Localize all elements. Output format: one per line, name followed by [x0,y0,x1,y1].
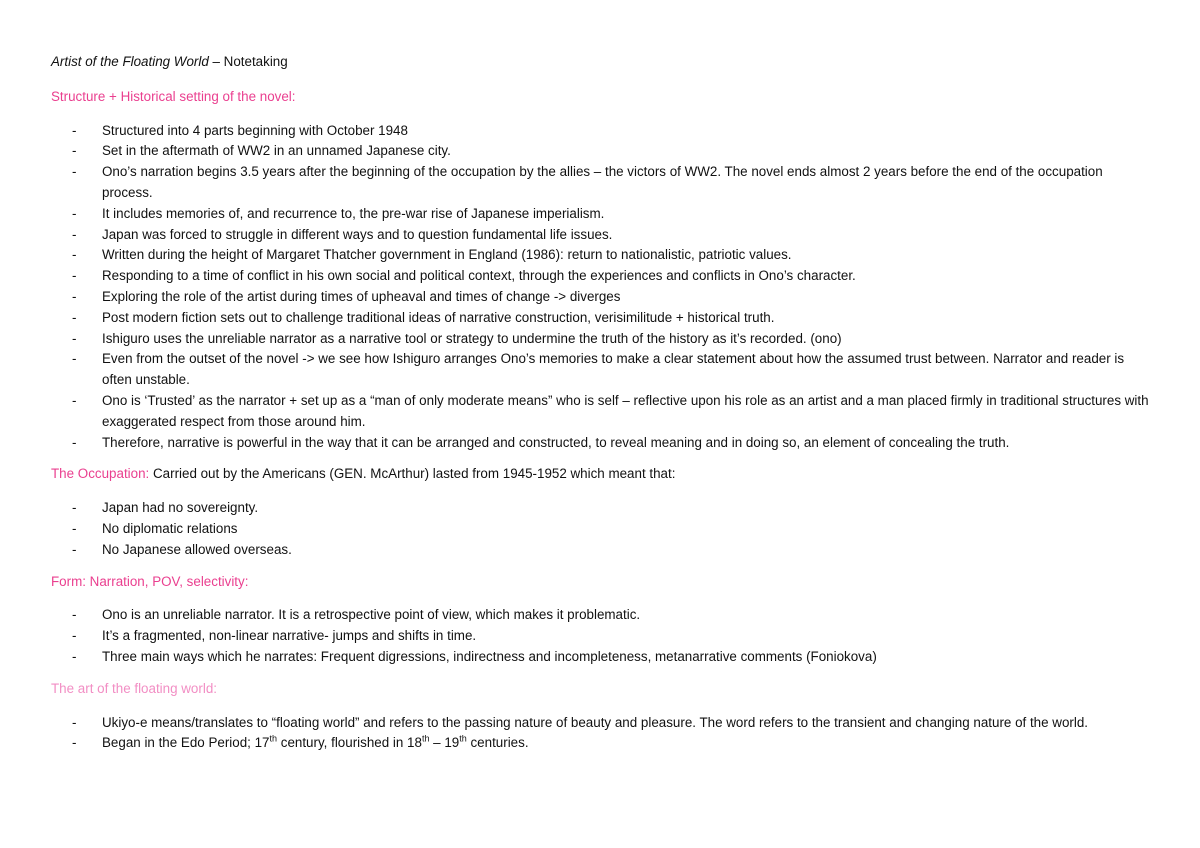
list-item-text [102,735,529,750]
art-heading: The art of the floating world: [51,680,217,696]
list-item-text: Post modern fiction sets out to challenge traditional ideas of narrative construction, verisimilitude + historical truth. [102,309,775,325]
list-item [51,540,1151,561]
list-item [51,391,1151,433]
occupation-label: The Occupation: [51,466,150,482]
list-item [51,349,1151,391]
dash-bullet: - [72,648,77,664]
dash-bullet: - [72,330,77,346]
structure-heading: Structure + Historical setting of the novel: [51,88,296,104]
dash-bullet: - [72,607,77,623]
occupation-list [51,498,1151,560]
list-item [51,433,1151,454]
edo-text-c: – 19 [429,735,460,751]
dash-bullet: - [72,520,77,536]
list-item-text: Therefore, narrative is powerful in the way that it can be arranged and constructed, to reveal meaning and in doing so, an element of concealing the truth. [102,434,1010,450]
title-rest: – Notetaking [208,54,288,69]
list-item [51,329,1151,350]
ordinal-suffix: th [421,733,430,744]
list-item [51,605,1151,626]
edo-text-b: century, flourished in 18 [277,735,422,751]
dash-bullet: - [72,714,77,730]
list-item [51,141,1151,162]
dash-bullet: - [72,268,77,284]
list-item-text: Responding to a time of conflict in his own social and political context, through the experiences and conflicts in Ono’s character. [102,268,856,284]
list-item [51,266,1151,287]
list-item [51,162,1151,204]
occupation-text: Carried out by the Americans (GEN. McArthur) lasted from 1945-1952 which meant that: [149,466,676,482]
edo-text-a: Began in the Edo Period; 17 [102,735,270,751]
list-item [51,647,1151,668]
dash-bullet: - [72,628,77,644]
list-item-text: Three main ways which he narrates: Frequent digressions, indirectness and incompleteness, metanarrative comments (Foniokova) [102,648,877,664]
list-item-text: It includes memories of, and recurrence to, the pre-war rise of Japanese imperialism. [102,205,605,221]
list-item-text: Ono is ‘Trusted’ as the narrator + set up as a “man of only moderate means” who is self – reflective upon his role as an artist and a man placed firmly in traditional structures with exaggerated respect from those around him. [102,392,1149,429]
art-list [51,713,1151,755]
dash-bullet: - [72,735,77,751]
list-item-text: Exploring the role of the artist during times of upheaval and times of change -> diverges [102,288,621,304]
list-item [51,245,1151,266]
title-italic: Artist of the Floating World [51,54,209,69]
list-item-text: Written during the height of Margaret Thatcher government in England (1986): return to nationalistic, patriotic values. [102,247,792,263]
list-item-text: No diplomatic relations [102,520,238,536]
document-title [51,52,1151,73]
form-list [51,605,1151,667]
list-item-text: Structured into 4 parts beginning with October 1948 [102,122,408,138]
dash-bullet: - [72,541,77,557]
list-item-text: Ukiyo-e means/translates to “floating world” and refers to the passing nature of beauty and pleasure. The word refers to the transient and changing nature of the world. [102,714,1089,730]
list-item [51,204,1151,225]
list-item-text: Japan had no sovereignty. [102,500,259,516]
list-item [51,225,1151,246]
dash-bullet: - [72,288,77,304]
dash-bullet: - [72,500,77,516]
list-item-text: Ishiguro uses the unreliable narrator as a narrative tool or strategy to undermine the truth of the history as it’s recorded. (ono) [102,330,842,346]
list-item-text: Japan was forced to struggle in different ways and to question fundamental life issues. [102,226,613,242]
list-item-text: Ono’s narration begins 3.5 years after the beginning of the occupation by the allies – the victors of WW2. The novel ends almost 2 years before the end of the occupation process. [102,164,1103,200]
edo-text-d: centuries. [466,735,529,751]
notes-content [51,52,1151,765]
list-item [51,733,1151,754]
dash-bullet: - [72,122,77,138]
dash-bullet: - [72,205,77,221]
dash-bullet: - [72,164,77,180]
list-item [51,121,1151,142]
list-item-text: Ono is an unreliable narrator. It is a retrospective point of view, which makes it problematic. [102,607,641,623]
list-item [51,519,1151,540]
dash-bullet: - [72,247,77,263]
list-item-text: Set in the aftermath of WW2 in an unnamed Japanese city. [102,143,451,159]
dash-bullet: - [72,351,77,367]
list-item [51,308,1151,329]
dash-bullet: - [72,226,77,242]
list-item [51,626,1151,647]
list-item [51,287,1151,308]
list-item-text: No Japanese allowed overseas. [102,541,292,557]
ordinal-suffix: th [269,733,278,744]
ordinal-suffix: th [459,733,467,744]
dash-bullet: - [72,434,77,450]
dash-bullet: - [72,143,77,159]
list-item [51,498,1151,519]
structure-list [51,121,1151,454]
list-item [51,713,1151,734]
list-item-text: Even from the outset of the novel -> we see how Ishiguro arranges Ono’s memories to make a clear statement about how the assumed trust between. Narrator and reader is often unstable. [102,351,1125,388]
list-item-text: It’s a fragmented, non-linear narrative- jumps and shifts in time. [102,628,477,644]
dash-bullet: - [72,392,77,408]
occupation-paragraph [51,464,1151,485]
form-heading: Form: Narration, POV, selectivity: [51,573,249,589]
dash-bullet: - [72,309,77,325]
